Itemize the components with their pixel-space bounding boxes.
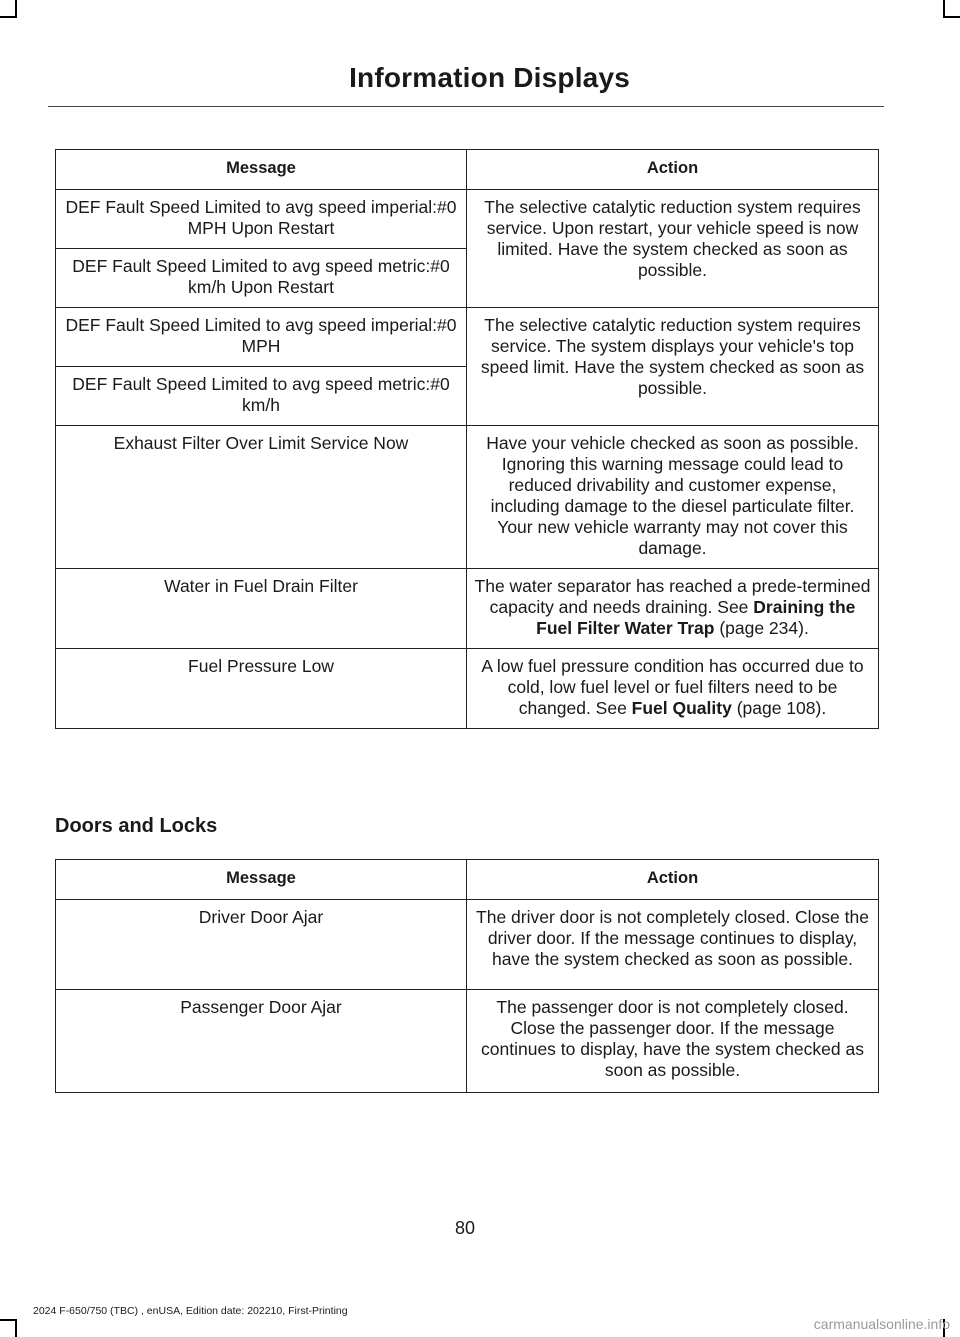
column-header-message: Message xyxy=(56,150,467,190)
column-header-action: Action xyxy=(467,150,879,190)
crop-mark-top-left-h xyxy=(0,16,17,18)
action-cell: The selective catalytic reduction system requires service. The system displays your vehicle's top speed limit. Have the system checked as soon as possible. xyxy=(467,308,879,426)
page-number: 80 xyxy=(454,1218,476,1238)
crop-mark-bottom-left-h xyxy=(0,1319,17,1321)
message-table-1 xyxy=(55,149,879,729)
action-cell: The driver door is not completely closed. Close the driver door. If the message continues to display, have the system checked as soon as possible. xyxy=(467,900,879,990)
crop-mark-top-right-h xyxy=(943,16,960,18)
message-cell: DEF Fault Speed Limited to avg speed imperial:#0 MPH xyxy=(56,308,467,367)
action-cell: Have your vehicle checked as soon as possible. Ignoring this warning message could lead to reduced drivability and customer expense, including damage to the diesel particulate filter. Your new vehicle warranty may not cover this damage. xyxy=(467,426,879,569)
table-row xyxy=(56,990,879,1093)
message-cell: Driver Door Ajar xyxy=(56,900,467,990)
table-header-row xyxy=(56,860,879,900)
page-reference: (page 108). xyxy=(731,698,827,718)
message-cell: Exhaust Filter Over Limit Service Now xyxy=(56,426,467,569)
message-cell: DEF Fault Speed Limited to avg speed metric:#0 km/h xyxy=(56,367,467,426)
table-row xyxy=(56,649,879,729)
table-row xyxy=(56,900,879,990)
section-heading: Doors and Locks xyxy=(55,815,218,837)
page-title: Information Displays xyxy=(349,62,630,93)
cross-reference-link[interactable]: Draining the Fuel Filter Water Trap xyxy=(536,597,856,638)
table-row xyxy=(56,190,879,249)
header-divider xyxy=(48,106,884,107)
message-cell: Passenger Door Ajar xyxy=(56,990,467,1093)
message-cell: DEF Fault Speed Limited to avg speed metric:#0 km/h Upon Restart xyxy=(56,249,467,308)
watermark: carmanualsonline.info xyxy=(813,1316,950,1332)
action-cell: The selective catalytic reduction system requires service. Upon restart, your vehicle speed is now limited. Have the system checked as soon as possible. xyxy=(467,190,879,308)
edition-info: 2024 F-650/750 (TBC) , enUSA, Edition date: 202210, First-Printing xyxy=(33,1305,348,1317)
message-cell: DEF Fault Speed Limited to avg speed imperial:#0 MPH Upon Restart xyxy=(56,190,467,249)
table-row xyxy=(56,569,879,649)
message-table-2 xyxy=(55,859,879,1093)
table-row xyxy=(56,308,879,367)
message-cell: Water in Fuel Drain Filter xyxy=(56,569,467,649)
action-cell xyxy=(467,649,879,729)
page-reference: (page 234). xyxy=(714,618,809,638)
cross-reference-link[interactable]: Fuel Quality xyxy=(631,698,732,718)
table-row xyxy=(56,426,879,569)
column-header-action: Action xyxy=(467,860,879,900)
action-text: A low fuel pressure condition has occurred due to cold, low fuel level or fuel filters need to be changed. See xyxy=(481,656,864,718)
action-text: The water separator has reached a prede-termined capacity and needs draining. See xyxy=(474,576,871,617)
table-header-row xyxy=(56,150,879,190)
message-cell: Fuel Pressure Low xyxy=(56,649,467,729)
action-cell xyxy=(467,569,879,649)
action-cell: The passenger door is not completely closed. Close the passenger door. If the message continues to display, have the system checked as soon as possible. xyxy=(467,990,879,1093)
column-header-message: Message xyxy=(56,860,467,900)
crop-mark-bottom-left xyxy=(15,1319,17,1337)
